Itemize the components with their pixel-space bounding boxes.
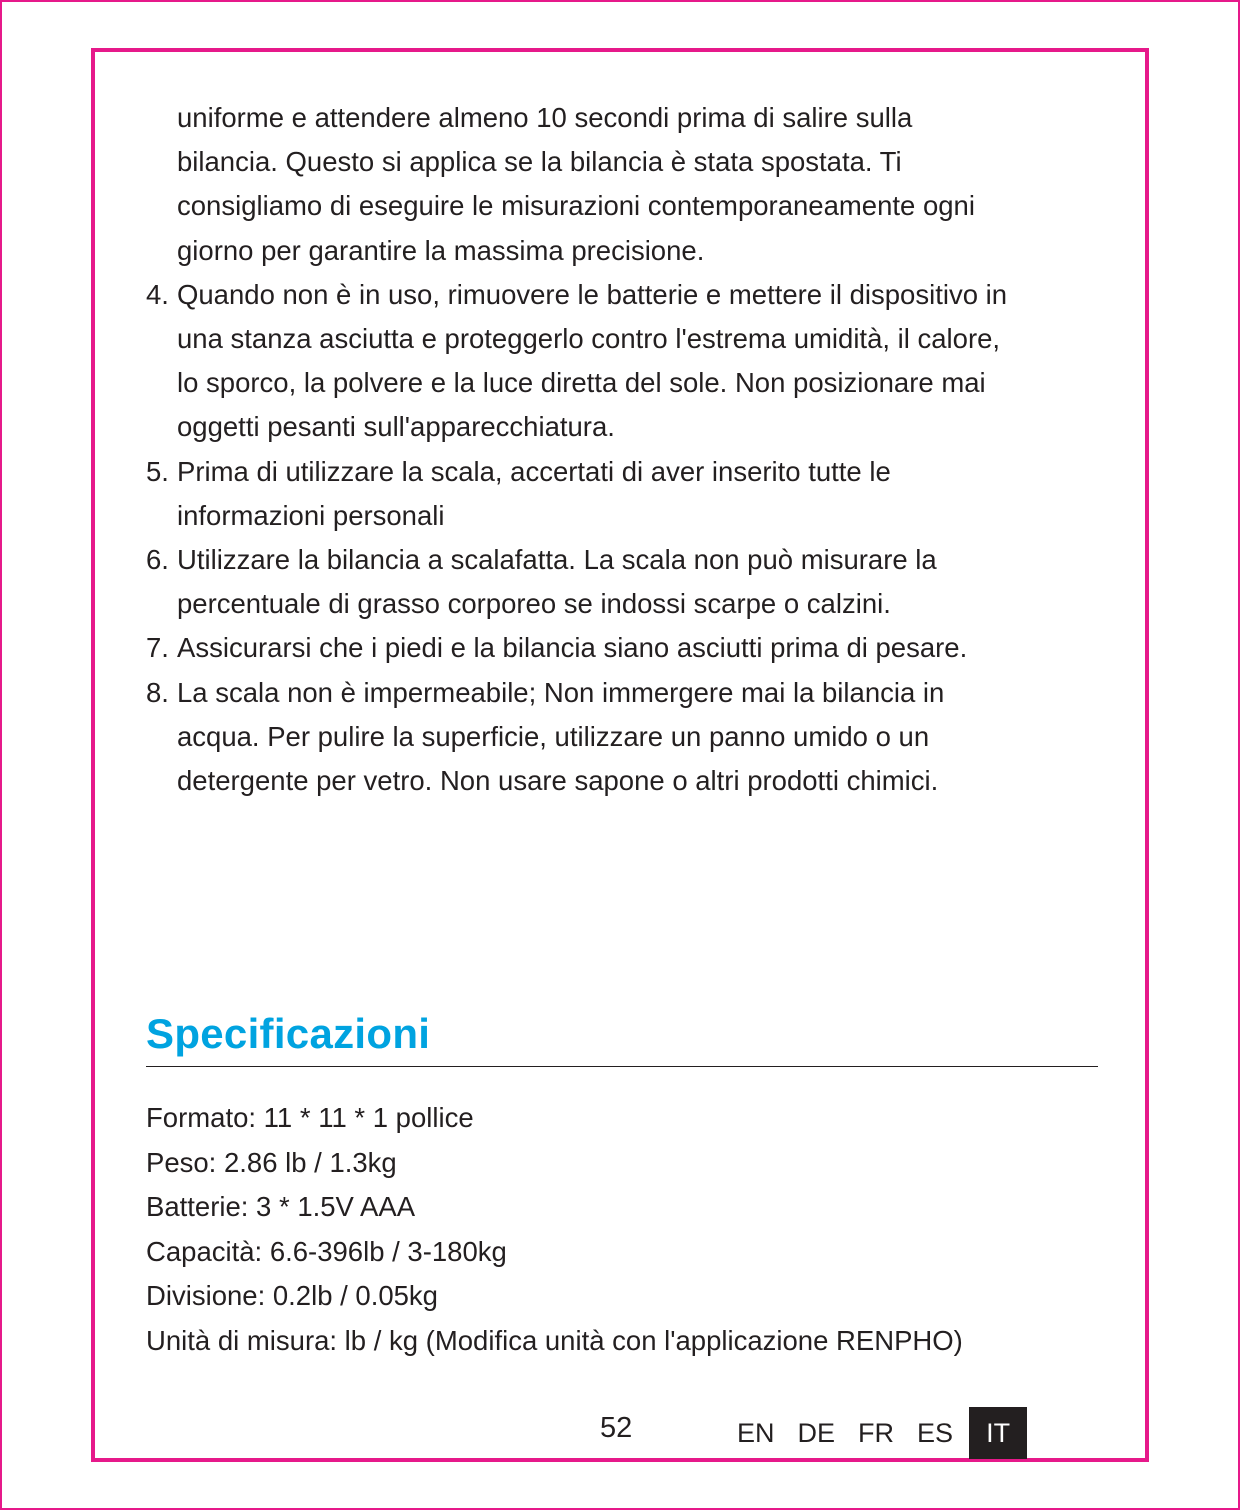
item-number: 5.: [146, 455, 169, 487]
spec-line: Capacità: 6.6-396lb / 3-180kg: [146, 1235, 507, 1267]
continuation-line: consigliamo di eseguire le misurazioni contemporaneamente ogni: [177, 190, 975, 222]
item-number: 6.: [146, 544, 169, 576]
item-text: Prima di utilizzare la scala, accertati di aver inserito tutte le: [177, 455, 891, 487]
item-text: oggetti pesanti sull'apparecchiatura.: [177, 411, 615, 443]
continuation-line: uniforme e attendere almeno 10 secondi prima di salire sulla: [177, 102, 913, 133]
item-text: Quando non è in uso, rimuovere le batterie e mettere il dispositivo in: [177, 278, 1008, 310]
tab-it-active[interactable]: IT: [969, 1407, 1027, 1459]
list-item: [146, 273, 1116, 317]
section-heading: Specificazioni: [146, 1010, 431, 1057]
item-text: percentuale di grasso corporeo se indossi scarpe o calzini.: [177, 588, 891, 620]
item-text: una stanza asciutta e proteggerlo contro l'estrema umidità, il calore,: [177, 323, 1001, 355]
continuation-line: bilancia. Questo si applica se la bilancia è stata spostata. Ti: [177, 146, 902, 178]
spec-line: Divisione: 0.2lb / 0.05kg: [146, 1280, 438, 1312]
tab-de[interactable]: DE: [797, 1418, 836, 1448]
item-text: detergente per vetro. Non usare sapone o altri prodotti chimici.: [177, 765, 939, 797]
list-item: [146, 538, 1116, 582]
item-text: La scala non è impermeabile; Non immergere mai la bilancia in: [177, 676, 945, 708]
item-number: 4.: [146, 278, 169, 310]
list-item: [146, 450, 1116, 494]
tab-es[interactable]: ES: [917, 1418, 954, 1448]
list-item: [146, 626, 1116, 670]
item-text: informazioni personali: [177, 499, 445, 531]
tab-en[interactable]: EN: [737, 1418, 775, 1448]
instructions-text: [146, 96, 1116, 803]
item-text: Assicurarsi che i piedi e la bilancia siano asciutti prima di pesare.: [177, 632, 968, 664]
item-number: 8.: [146, 676, 169, 708]
item-text: acqua. Per pulire la superficie, utilizzare un panno umido o un: [177, 720, 930, 752]
spec-line: Peso: 2.86 lb / 1.3kg: [146, 1146, 397, 1178]
tab-fr[interactable]: FR: [858, 1418, 895, 1448]
item-text: Utilizzare la bilancia a scalafatta. La scala non può misurare la: [177, 544, 937, 576]
spec-line: Batterie: 3 * 1.5V AAA: [146, 1191, 416, 1223]
item-number: 7.: [146, 632, 169, 664]
page-number: 52: [600, 1412, 633, 1444]
language-tabs: [730, 1407, 1027, 1459]
spec-line: Unità di misura: lb / kg (Modifica unità con l'applicazione RENPHO): [146, 1324, 963, 1356]
spec-list: [146, 1096, 963, 1364]
continuation-line: giorno per garantire la massima precisione.: [177, 234, 705, 266]
item-text: lo sporco, la polvere e la luce diretta del sole. Non posizionare mai: [177, 367, 986, 399]
heading-divider: [146, 1066, 1098, 1067]
spec-line: Formato: 11 * 11 * 1 pollice: [146, 1102, 474, 1133]
list-item: [146, 671, 1116, 715]
